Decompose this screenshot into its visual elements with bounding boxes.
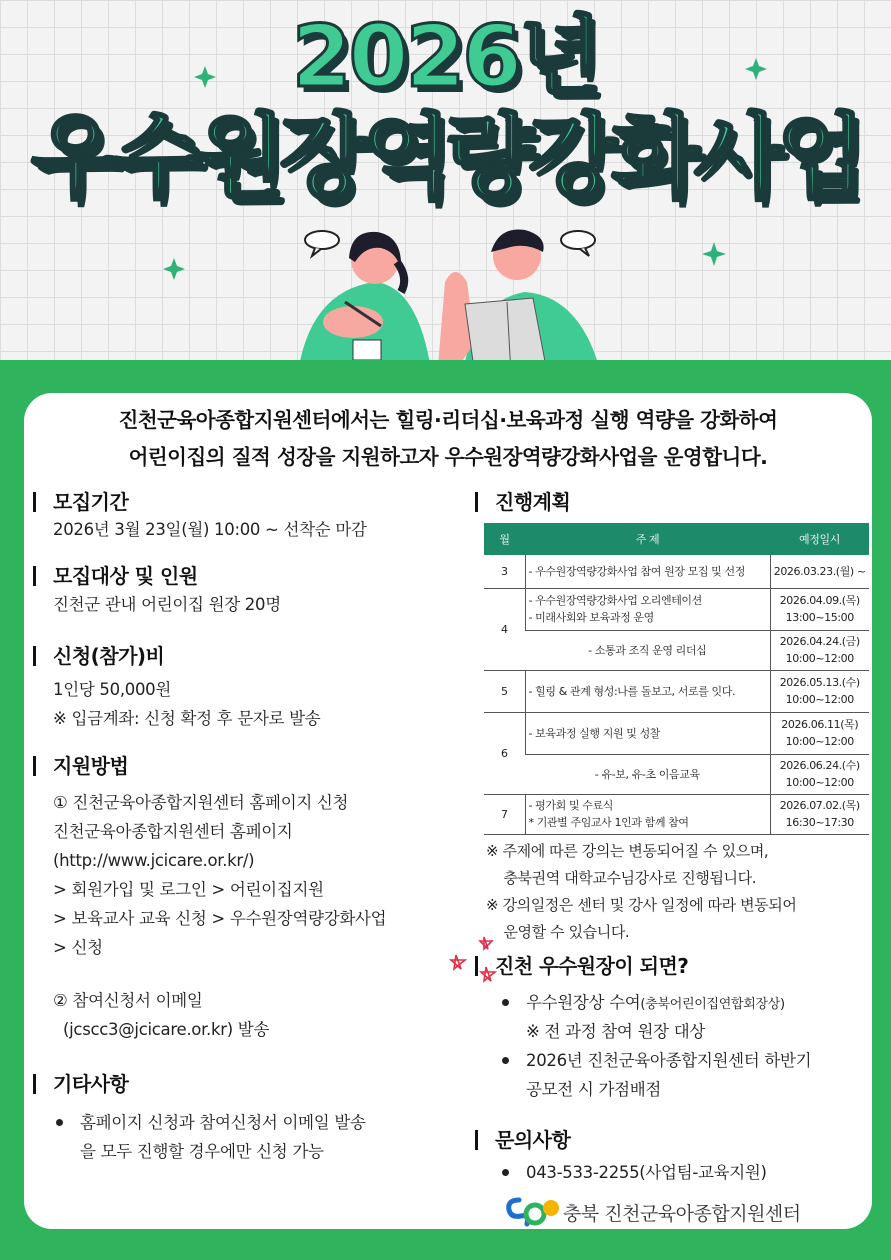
- benefit-item: 2026년 진천군육아종합지원센터 하반기: [526, 1046, 811, 1075]
- method-email: ② 참여신청서 이메일: [53, 991, 203, 1010]
- plan-notes: ※ 주제에 따른 강의는 변동되어질 수 있으며, 충북권역 대학교수님강사로 진행됩니다. ※ 강의일정은 센터 및 강사 일정에 따라 변동되어 운영할 수 있습니다.: [486, 842, 797, 941]
- table-row: 6 - 보육과정 실행 지원 및 성찰 2026.06.11(목) 10:00~12:00: [484, 712, 869, 754]
- benefit-item-cont: 공모전 시 가점배점: [526, 1080, 662, 1099]
- table-row: 4 - 우수원장역량강화사업 오리엔테이션 - 미래사회와 보육과정 운영 2026.04.09.(목) 13:00~15:00: [484, 588, 869, 630]
- benefit-item: 우수원장상 수여(충북어린이집연합회장상): [526, 988, 785, 1019]
- intro-line: 진천군육아종합지원센터에서는 힐링·리더십·보육과정 실행 역량을 강화하여: [118, 408, 778, 432]
- method-line: 진천군육아종합지원센터 홈페이지: [53, 822, 293, 841]
- etc-item-cont: 을 모두 진행할 경우에만 신청 가능: [80, 1142, 324, 1161]
- etc-heading: 기타사항: [33, 1068, 128, 1097]
- contact-heading: 문의사항: [475, 1124, 570, 1153]
- title-year: 2026년: [291, 7, 600, 107]
- method-line: ① 진천군육아종합지원센터 홈페이지 신청: [53, 793, 349, 812]
- table-row: - 소통과 조직 운영 리더십 2026.04.24.(금) 10:00~12:00: [484, 630, 869, 670]
- plan-heading: 진행계획: [475, 486, 570, 515]
- sparkle-icon: [702, 242, 726, 266]
- table-row: - 유-보, 유-초 이음교육 2026.06.24.(수) 10:00~12:00: [484, 754, 869, 794]
- intro-line: 어린이집의 질적 성장을 지원하고자 우수원장역량강화사업을 운영합니다.: [128, 445, 768, 469]
- col-header: 예정일시: [770, 523, 869, 555]
- table-header-row: [484, 523, 869, 555]
- contact-phone[interactable]: 043-533-2255(사업팀-교육지원): [526, 1158, 767, 1187]
- wave-divider: [0, 352, 891, 392]
- col-header: 월: [484, 523, 525, 555]
- method-email-address[interactable]: (jcscc3@jcicare.or.kr) 발송: [63, 1020, 270, 1039]
- plan-table: [484, 523, 869, 835]
- method-line: > 보육교사 교육 신청 > 우수원장역량강화사업: [53, 909, 387, 928]
- benefit-note: ※ 전 과정 참여 원장 대상: [526, 1022, 706, 1041]
- table-row: 3 - 우수원장역량강화사업 참여 원장 모집 및 선정 2026.03.23.(월) ~: [484, 555, 869, 588]
- fee-heading: 신청(참가)비: [33, 640, 164, 669]
- benefit-heading: 진천 우수원장이 되면?: [475, 950, 688, 979]
- etc-item: 홈페이지 신청과 참여신청서 이메일 발송: [80, 1108, 366, 1137]
- col-header: 주 제: [525, 523, 770, 555]
- fee-note: ※ 입금계좌: 신청 확정 후 문자로 발송: [53, 709, 321, 728]
- method-heading: 지원방법: [33, 750, 128, 779]
- fee-text: 1인당 50,000원: [53, 680, 171, 699]
- sparkle-icon: [163, 258, 185, 280]
- recruit-period-text: 2026년 3월 23일(월) 10:00 ~ 선착순 마감: [53, 520, 367, 539]
- target-heading: 모집대상 및 인원: [33, 560, 198, 589]
- method-line: > 신청: [53, 938, 103, 957]
- center-logo-text: 충북 진천군육아종합지원센터: [563, 1203, 801, 1225]
- title-main: 우수원장역량강화사업: [31, 104, 860, 211]
- table-row: 7 - 평가회 및 수료식 * 기관별 주임교사 1인과 함께 참여 2026.07.02.(목) 16:30~17:30: [484, 794, 869, 834]
- intro-text: [24, 402, 872, 476]
- center-logo-icon: [505, 1194, 561, 1228]
- target-text: 진천군 관내 어린이집 원장 20명: [53, 595, 281, 614]
- table-row: 5 - 힐링 & 관계 형성:나를 돌보고, 서로를 잇다. 2026.05.13.(수) 10:00~12:00: [484, 670, 869, 712]
- method-line: > 회원가입 및 로그인 > 어린이집지원: [53, 880, 324, 899]
- recruit-period-heading: 모집기간: [33, 486, 128, 515]
- method-url[interactable]: (http://www.jcicare.or.kr/): [53, 851, 255, 870]
